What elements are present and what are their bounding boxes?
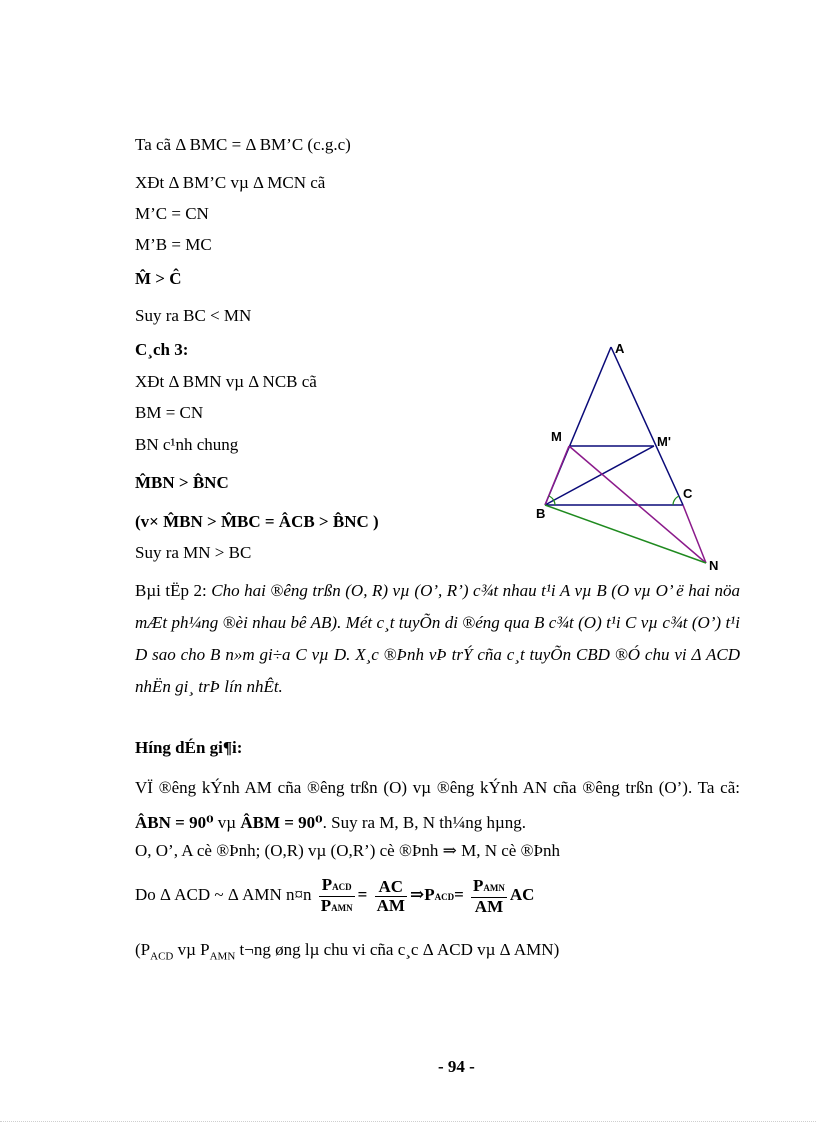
angle-abn: ÂBN = 90⁰ xyxy=(135,813,214,832)
text-line: XÐt Δ BM’C vµ Δ MCN cã xyxy=(135,173,326,192)
angle-abm: ÂBM = 90⁰ xyxy=(240,813,323,832)
section-heading: C¸ch 3: xyxy=(135,340,189,359)
text-line: O, O’, A cè ®Þnh; (O,R) vµ (O,R’) cè ®Þnh ⇒ M, N cè ®Þnh xyxy=(135,841,560,860)
similar-prefix: Do Δ ACD ~ Δ AMN n¤n xyxy=(135,885,312,904)
problem-label: Bµi tËp 2: xyxy=(135,581,207,600)
label-n: N xyxy=(709,558,719,573)
text-line: M’B = MC xyxy=(135,235,212,254)
label-b: B xyxy=(536,506,546,521)
label-m: M xyxy=(551,429,562,444)
side-ac xyxy=(611,347,683,505)
segment-cn xyxy=(683,505,706,563)
angle-inequality: M̂ > Ĉ xyxy=(135,269,182,288)
perimeter-ratio-fraction: $\frac{\text{PACD}}{\text{PAMN}}$ xyxy=(320,874,353,915)
page-number: - 94 - xyxy=(438,1057,475,1076)
guide-paragraph xyxy=(135,770,740,840)
similar-equation: Do Δ ACD ~ Δ AMN n¤n $\frac{\text{PACD}}{\text{PAMN}}$ = $\frac{AC}{AM}$ ⇒PACD= $\frac{\text{PAMN}}{AM}$ AC xyxy=(135,874,535,916)
text-line: Suy ra MN > BC xyxy=(135,543,252,562)
angle-inequality: M̂BN > B̂NC xyxy=(135,473,229,492)
problem-paragraph xyxy=(135,575,740,703)
label-a: A xyxy=(615,341,625,356)
note-line: ($P_{ACD}$ vµ $P_{AMN}$ t¬ng øng lµ chu vi cña c¸c Δ ACD vµ Δ AMN) xyxy=(135,940,560,963)
text-line: BM = CN xyxy=(135,403,204,422)
segment-bm-prime xyxy=(545,446,654,505)
perimeter-over-am-fraction: $\frac{\text{PAMN}}{AM}$ xyxy=(473,875,505,916)
problem-text: Cho hai ®êng trßn (O, R) vµ (O’, R’) c¾t nhau t¹i A vµ B (O vµ O’ ë hai nöa mÆt ph¼ng ®èi nhau bê AB). Mét c¸t tuyÕn di ®éng qua B c¾t (O) t¹i C vµ c¾t (O’) t¹i D sao cho B n»m gi÷a C vµ D. X¸c ®Þnh vÞ trÝ cña c¸t tuyÕn CBD ®Ó chu vi Δ ACD nhËn gi¸ trÞ lín nhÊt. xyxy=(135,581,741,696)
side-ratio-fraction: $\frac{AC}{AM}$ xyxy=(376,876,405,915)
guide-tail: . Suy ra M, B, N th¼ng hµng. xyxy=(322,813,527,832)
text-line: Suy ra BC < MN xyxy=(135,306,252,325)
label-m-prime: M' xyxy=(657,434,671,449)
segment-bn xyxy=(545,505,706,563)
angle-mark-c xyxy=(673,496,679,505)
perimeter-acd: PACD xyxy=(424,885,455,904)
guide-heading: Híng dÉn gi¶i: xyxy=(135,738,243,757)
page-bottom-border xyxy=(0,1121,816,1122)
text-line: Ta cã Δ BMC = Δ BM’C (c.g.c) xyxy=(135,135,351,154)
guide-text: VÏ ®êng kÝnh AM cña ®êng trßn (O) vµ ®êng kÝnh AN cña ®êng trßn (O’). Ta cã: xyxy=(135,778,740,797)
label-c: C xyxy=(683,486,693,501)
triangle-figure xyxy=(530,335,730,575)
and-word: vµ xyxy=(217,813,237,832)
text-line: M’C = CN xyxy=(135,204,209,223)
angle-chain: (v× M̂BN > M̂BC = ÂCB > B̂NC ) xyxy=(135,512,379,531)
text-line: BN c¹nh chung xyxy=(135,435,239,454)
text-line: XÐt Δ BMN vµ Δ NCB cã xyxy=(135,372,317,391)
segment-bm xyxy=(545,446,569,505)
